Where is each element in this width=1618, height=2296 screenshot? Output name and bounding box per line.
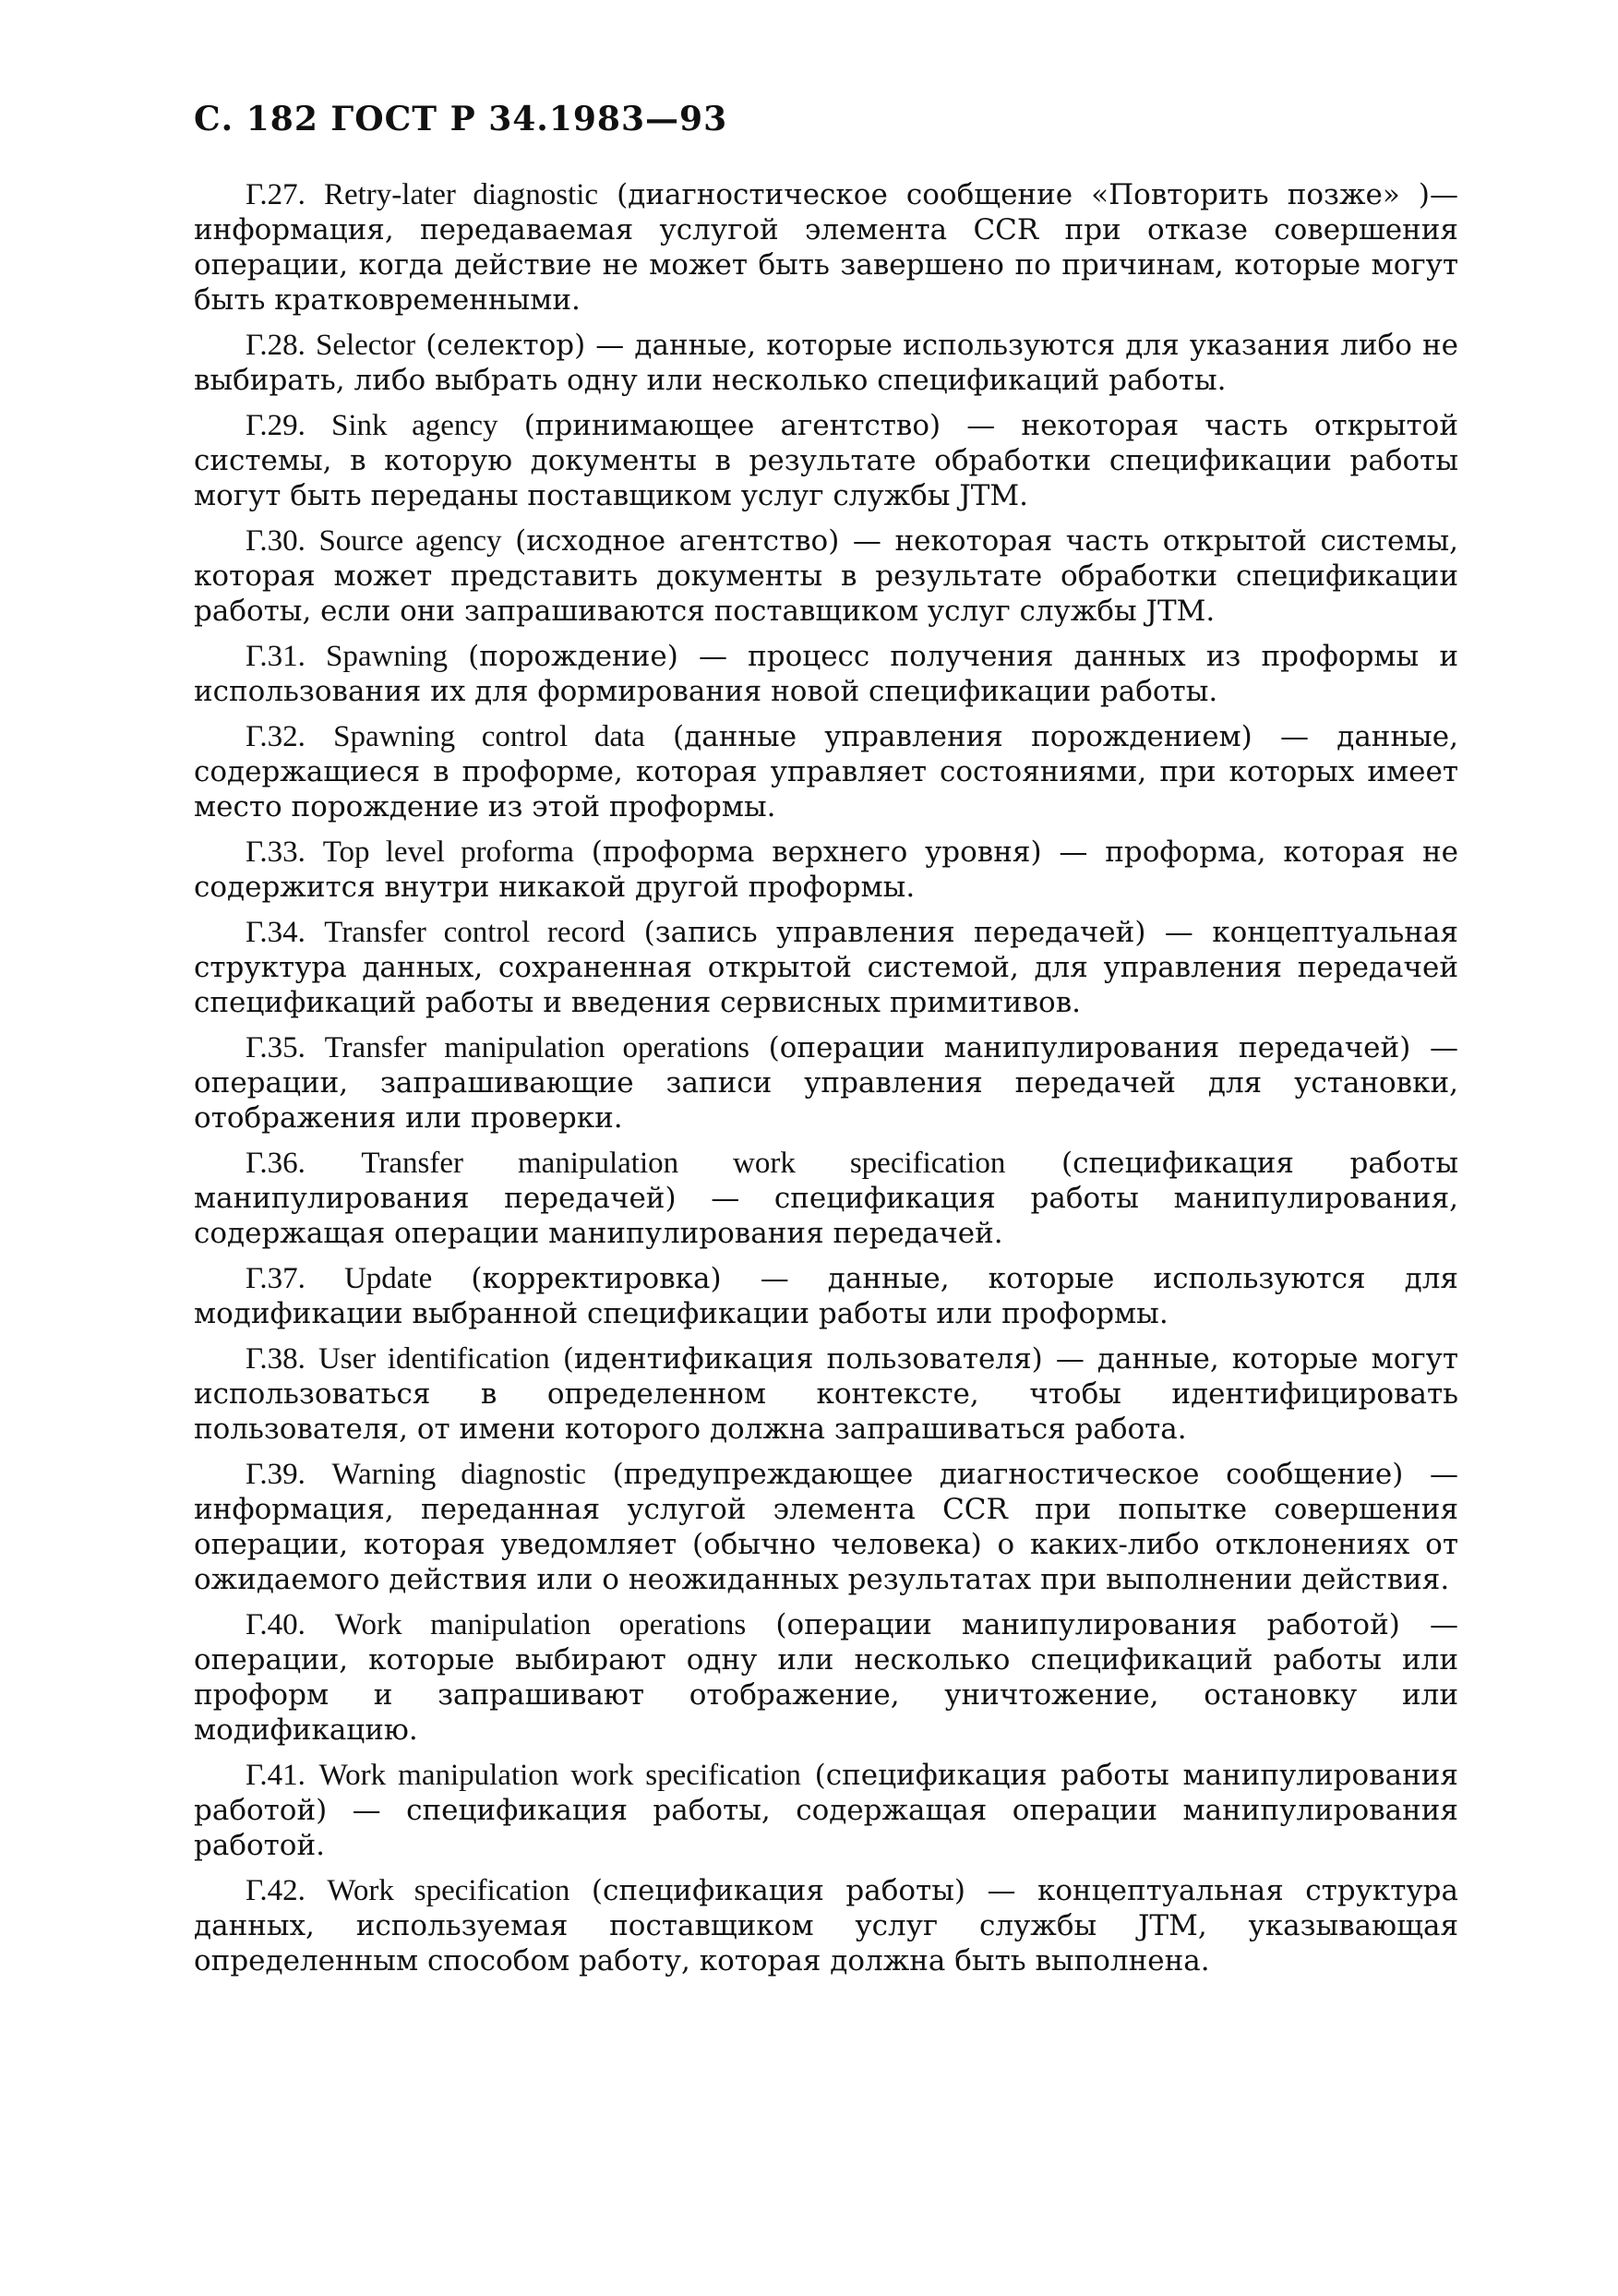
definition-term: Spawning (326, 640, 449, 673)
definition-number: Г.29. (246, 409, 306, 442)
definition-text: (порождение) — процесс получения данных из проформы и использования их для формирования новой спецификации работы. (194, 640, 1459, 708)
definition-text: (принимающее агентство) — некоторая часть открытой системы, в которую документы в результате обработки спецификации работы могут быть переданы поставщиком услуг службы JTM. (194, 409, 1459, 512)
definition-text: (спецификация работы манипулирования работой) — спецификация работы, содержащая операции манипулирования работой. (194, 1759, 1458, 1862)
page-header: С. 182 ГОСТ Р 34.1983—93 (194, 100, 728, 138)
definition-number: Г.33. (246, 835, 306, 869)
definition-number: Г.32. (246, 720, 306, 753)
definition-term: Update (343, 1262, 433, 1295)
definition-g39 (194, 1457, 1458, 1597)
definition-text: (спецификация работы) — концептуальная структура данных, используемая поставщиком услуг службы JTM, указывающая определенным способом работу, которая должна быть выполнена. (194, 1874, 1458, 1977)
definition-term: Work specification (327, 1874, 570, 1907)
definition-g32 (194, 719, 1458, 824)
definition-g29 (194, 408, 1458, 513)
definition-g34 (194, 915, 1458, 1020)
definition-g42 (194, 1873, 1458, 1978)
definition-text: (запись управления передачей) — концептуальная структура данных, сохраненная открытой системой, для управления передачей спецификаций работы и введения сервисных примитивов. (194, 916, 1458, 1019)
definition-number: Г.37. (246, 1262, 306, 1295)
definition-number: Г.34. (246, 916, 306, 949)
definition-g30 (194, 523, 1458, 629)
definition-number: Г.39. (246, 1458, 306, 1491)
definition-text: (операции манипулирования передачей) — операции, запрашивающие записи управления передачей для установки, отображения или проверки. (194, 1031, 1458, 1135)
definition-g31 (194, 639, 1458, 709)
definition-number: Г.31. (246, 640, 306, 673)
definition-g27 (194, 177, 1458, 318)
definition-g36 (194, 1146, 1458, 1251)
definition-term: Spawning control data (333, 720, 645, 753)
definition-term: Work manipulation operations (335, 1608, 747, 1641)
definition-g38 (194, 1341, 1458, 1447)
definition-term: Work manipulation work specification (318, 1759, 801, 1792)
definition-text: (проформа верхнего уровня) — проформа, которая не содержится внутри никакой другой проформы. (194, 835, 1458, 904)
definition-text: (операции манипулирования работой) — операции, которые выбирают одну или несколько спецификаций работы или проформ и запрашивают отображение, уничтожение, остановку или модификацию. (194, 1608, 1458, 1747)
definition-g40 (194, 1607, 1458, 1748)
definition-number: Г.30. (246, 524, 306, 558)
definition-text: (идентификация пользователя) — данные, которые могут использоваться в определенном контексте, чтобы идентифицировать пользователя, от имени которого должна запрашиваться работа. (194, 1342, 1458, 1446)
definition-term: Transfer manipulation work specification (361, 1147, 1006, 1180)
definition-text: (селектор) — данные, которые используются для указания либо не выбирать, либо выбрать одну или несколько спецификаций работы. (194, 329, 1458, 397)
definition-text: (предупреждающее диагностическое сообщение) — информация, переданная услугой элемента CCR при попытке совершения операции, которая уведомляет (обычно человека) о каких-либо отклонениях от ожидаемого действия или о неожиданных результатах при выполнении действия. (194, 1458, 1458, 1596)
definition-term: Source agency (318, 524, 502, 558)
definition-number: Г.40. (246, 1608, 306, 1641)
definition-term: Retry-later diagnostic (323, 178, 599, 211)
definition-text: (исходное агентство) — некоторая часть открытой системы, которая может представить документы в результате обработки спецификации работы, если они запрашиваются поставщиком услуг службы JTM. (194, 524, 1459, 628)
definition-g33 (194, 835, 1458, 905)
definition-term: Transfer manipulation operations (324, 1031, 749, 1064)
definition-term: Transfer control record (324, 916, 626, 949)
definition-term: Warning diagnostic (331, 1458, 586, 1491)
definition-text: (диагностическое сообщение «Повторить позже» )— информация, передаваемая услугой элемента CCR при отказе совершения операции, когда действие не может быть завершено по причинам, которые могут быть кратковременными. (194, 178, 1458, 317)
definition-term: Selector (315, 329, 416, 362)
definition-g28 (194, 328, 1458, 398)
definition-number: Г.38. (246, 1342, 306, 1376)
definition-text: (данные управления порождением) — данные, содержащиеся в проформе, которая управляет состояниями, при которых имеет место порождение из этой проформы. (194, 720, 1458, 823)
definition-term: User identification (318, 1342, 550, 1376)
definition-text: (спецификация работы манипулирования передачей) — спецификация работы манипулирования, содержащая операции манипулирования передачей. (194, 1147, 1459, 1250)
definition-number: Г.41. (246, 1759, 306, 1792)
definition-number: Г.28. (246, 329, 306, 362)
definition-text: (корректировка) — данные, которые используются для модификации выбранной спецификации работы или проформы. (194, 1262, 1458, 1330)
definition-term: Top level proforma (322, 835, 574, 869)
definitions-list (194, 177, 1458, 1989)
definition-number: Г.42. (246, 1874, 306, 1907)
definition-term: Sink agency (331, 409, 498, 442)
definition-number: Г.35. (246, 1031, 306, 1064)
definition-g35 (194, 1030, 1458, 1136)
definition-number: Г.27. (246, 178, 306, 211)
definition-g41 (194, 1758, 1458, 1863)
definition-g37 (194, 1261, 1458, 1331)
definition-number: Г.36. (246, 1147, 306, 1180)
